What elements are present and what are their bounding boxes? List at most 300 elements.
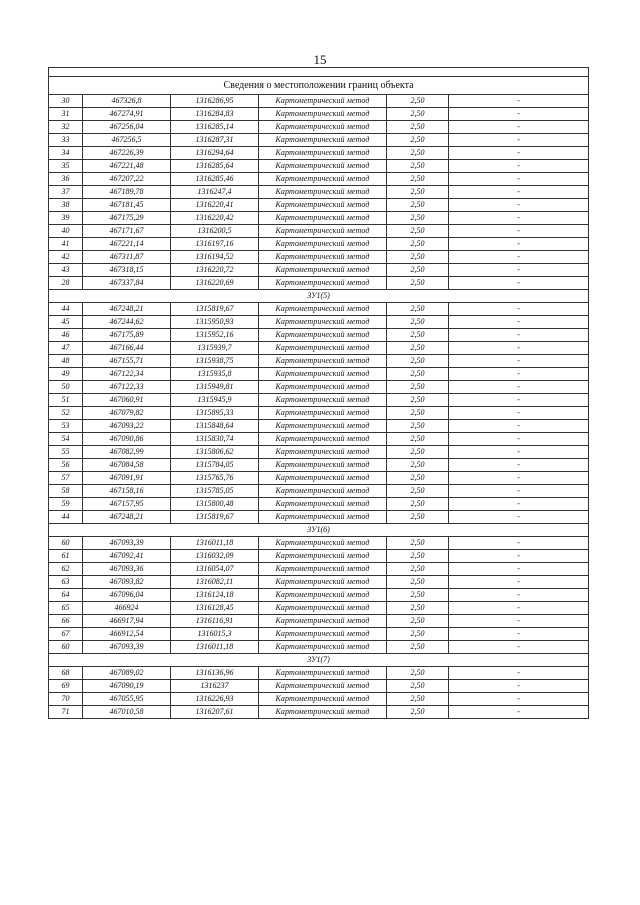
coordinate-y: 1316287,31 bbox=[171, 134, 259, 147]
description: - bbox=[449, 147, 589, 160]
table-row bbox=[49, 615, 589, 628]
accuracy: 2,50 bbox=[387, 212, 449, 225]
coordinate-x: 467207,22 bbox=[83, 173, 171, 186]
accuracy: 2,50 bbox=[387, 485, 449, 498]
coordinate-y: 1316194,52 bbox=[171, 251, 259, 264]
determination-method: Картометрический метод bbox=[259, 95, 387, 108]
coordinate-y: 1316200,5 bbox=[171, 225, 259, 238]
accuracy: 2,50 bbox=[387, 459, 449, 472]
coordinate-x: 467337,84 bbox=[83, 277, 171, 290]
determination-method: Картометрический метод bbox=[259, 186, 387, 199]
table-row bbox=[49, 485, 589, 498]
coordinate-x: 467311,87 bbox=[83, 251, 171, 264]
accuracy: 2,50 bbox=[387, 615, 449, 628]
description: - bbox=[449, 615, 589, 628]
coordinate-y: 1316197,16 bbox=[171, 238, 259, 251]
point-number: 66 bbox=[49, 615, 83, 628]
determination-method: Картометрический метод bbox=[259, 563, 387, 576]
description: - bbox=[449, 108, 589, 121]
table-row bbox=[49, 316, 589, 329]
coordinate-x: 467089,02 bbox=[83, 667, 171, 680]
determination-method: Картометрический метод bbox=[259, 355, 387, 368]
description: - bbox=[449, 121, 589, 134]
coordinate-x: 467175,29 bbox=[83, 212, 171, 225]
coordinate-x: 467158,16 bbox=[83, 485, 171, 498]
coordinate-y: 1316237 bbox=[171, 680, 259, 693]
table-row bbox=[49, 342, 589, 355]
table-row bbox=[49, 199, 589, 212]
description: - bbox=[449, 186, 589, 199]
point-number: 58 bbox=[49, 485, 83, 498]
determination-method: Картометрический метод bbox=[259, 381, 387, 394]
point-number: 35 bbox=[49, 160, 83, 173]
coordinate-y: 1316054,07 bbox=[171, 563, 259, 576]
table-row bbox=[49, 355, 589, 368]
table-row bbox=[49, 576, 589, 589]
table-row bbox=[49, 498, 589, 511]
description: - bbox=[449, 212, 589, 225]
determination-method: Картометрический метод bbox=[259, 121, 387, 134]
point-number: 44 bbox=[49, 303, 83, 316]
accuracy: 2,50 bbox=[387, 95, 449, 108]
accuracy: 2,50 bbox=[387, 108, 449, 121]
description: - bbox=[449, 381, 589, 394]
description: - bbox=[449, 303, 589, 316]
accuracy: 2,50 bbox=[387, 420, 449, 433]
coordinate-x: 467274,91 bbox=[83, 108, 171, 121]
point-number: 70 bbox=[49, 693, 83, 706]
coordinate-y: 1316285,14 bbox=[171, 121, 259, 134]
coordinate-y: 1315952,16 bbox=[171, 329, 259, 342]
table-row bbox=[49, 446, 589, 459]
accuracy: 2,50 bbox=[387, 173, 449, 186]
coordinate-y: 1316082,11 bbox=[171, 576, 259, 589]
coordinate-x: 467155,71 bbox=[83, 355, 171, 368]
coordinate-x: 467189,78 bbox=[83, 186, 171, 199]
coordinate-y: 1315945,9 bbox=[171, 394, 259, 407]
table-row bbox=[49, 589, 589, 602]
table-row bbox=[49, 680, 589, 693]
point-number: 55 bbox=[49, 446, 83, 459]
accuracy: 2,50 bbox=[387, 225, 449, 238]
coordinate-y: 1316136,96 bbox=[171, 667, 259, 680]
determination-method: Картометрический метод bbox=[259, 485, 387, 498]
determination-method: Картометрический метод bbox=[259, 667, 387, 680]
point-number: 49 bbox=[49, 368, 83, 381]
accuracy: 2,50 bbox=[387, 238, 449, 251]
table-row bbox=[49, 121, 589, 134]
coordinate-y: 1315765,76 bbox=[171, 472, 259, 485]
table-row bbox=[49, 563, 589, 576]
coordinate-x: 467166,44 bbox=[83, 342, 171, 355]
coordinate-x: 467093,39 bbox=[83, 537, 171, 550]
coordinate-y: 1316207,61 bbox=[171, 706, 259, 719]
point-number: 61 bbox=[49, 550, 83, 563]
description: - bbox=[449, 95, 589, 108]
table-row bbox=[49, 420, 589, 433]
accuracy: 2,50 bbox=[387, 537, 449, 550]
determination-method: Картометрический метод bbox=[259, 511, 387, 524]
coordinate-x: 466912,54 bbox=[83, 628, 171, 641]
table-row bbox=[49, 251, 589, 264]
accuracy: 2,50 bbox=[387, 160, 449, 173]
table-row bbox=[49, 706, 589, 719]
coordinate-y: 1315784,05 bbox=[171, 459, 259, 472]
determination-method: Картометрический метод bbox=[259, 537, 387, 550]
table-row bbox=[49, 225, 589, 238]
description: - bbox=[449, 342, 589, 355]
coordinate-x: 467090,86 bbox=[83, 433, 171, 446]
accuracy: 2,50 bbox=[387, 368, 449, 381]
description: - bbox=[449, 225, 589, 238]
point-number: 62 bbox=[49, 563, 83, 576]
accuracy: 2,50 bbox=[387, 433, 449, 446]
determination-method: Картометрический метод bbox=[259, 108, 387, 121]
accuracy: 2,50 bbox=[387, 602, 449, 615]
accuracy: 2,50 bbox=[387, 693, 449, 706]
accuracy: 2,50 bbox=[387, 199, 449, 212]
determination-method: Картометрический метод bbox=[259, 238, 387, 251]
point-number: 34 bbox=[49, 147, 83, 160]
point-number: 42 bbox=[49, 251, 83, 264]
coordinate-x: 467221,48 bbox=[83, 160, 171, 173]
coordinate-x: 467175,89 bbox=[83, 329, 171, 342]
point-number: 52 bbox=[49, 407, 83, 420]
accuracy: 2,50 bbox=[387, 511, 449, 524]
boundary-coordinates-table bbox=[48, 67, 589, 719]
determination-method: Картометрический метод bbox=[259, 433, 387, 446]
accuracy: 2,50 bbox=[387, 628, 449, 641]
accuracy: 2,50 bbox=[387, 251, 449, 264]
description: - bbox=[449, 550, 589, 563]
table-row bbox=[49, 186, 589, 199]
table-row bbox=[49, 433, 589, 446]
determination-method: Картометрический метод bbox=[259, 316, 387, 329]
accuracy: 2,50 bbox=[387, 680, 449, 693]
coordinate-y: 1315806,62 bbox=[171, 446, 259, 459]
point-number: 64 bbox=[49, 589, 83, 602]
coordinate-y: 1316220,42 bbox=[171, 212, 259, 225]
determination-method: Картометрический метод bbox=[259, 199, 387, 212]
description: - bbox=[449, 693, 589, 706]
coordinate-x: 467122,34 bbox=[83, 368, 171, 381]
coordinate-y: 1315938,75 bbox=[171, 355, 259, 368]
coordinate-y: 1315950,93 bbox=[171, 316, 259, 329]
table-row bbox=[49, 368, 589, 381]
description: - bbox=[449, 589, 589, 602]
accuracy: 2,50 bbox=[387, 355, 449, 368]
determination-method: Картометрический метод bbox=[259, 342, 387, 355]
determination-method: Картометрический метод bbox=[259, 550, 387, 563]
description: - bbox=[449, 238, 589, 251]
description: - bbox=[449, 680, 589, 693]
determination-method: Картометрический метод bbox=[259, 329, 387, 342]
accuracy: 2,50 bbox=[387, 563, 449, 576]
coordinate-y: 1316286,95 bbox=[171, 95, 259, 108]
accuracy: 2,50 bbox=[387, 550, 449, 563]
point-number: 43 bbox=[49, 264, 83, 277]
point-number: 39 bbox=[49, 212, 83, 225]
coordinate-y: 1316011,18 bbox=[171, 641, 259, 654]
coordinate-y: 1316285,46 bbox=[171, 173, 259, 186]
section-header-row bbox=[49, 290, 589, 303]
point-number: 30 bbox=[49, 95, 83, 108]
determination-method: Картометрический метод bbox=[259, 706, 387, 719]
coordinate-x: 467122,33 bbox=[83, 381, 171, 394]
coordinate-x: 466924 bbox=[83, 602, 171, 615]
coordinate-y: 1316015,3 bbox=[171, 628, 259, 641]
description: - bbox=[449, 667, 589, 680]
table-row bbox=[49, 303, 589, 316]
section-label: ЗУ1(5) bbox=[49, 290, 589, 303]
description: - bbox=[449, 368, 589, 381]
coordinate-y: 1315949,81 bbox=[171, 381, 259, 394]
point-number: 44 bbox=[49, 511, 83, 524]
coordinate-x: 467055,95 bbox=[83, 693, 171, 706]
description: - bbox=[449, 576, 589, 589]
description: - bbox=[449, 602, 589, 615]
point-number: 50 bbox=[49, 381, 83, 394]
description: - bbox=[449, 628, 589, 641]
description: - bbox=[449, 433, 589, 446]
table-row bbox=[49, 329, 589, 342]
accuracy: 2,50 bbox=[387, 589, 449, 602]
table-row bbox=[49, 511, 589, 524]
coordinate-x: 467256,04 bbox=[83, 121, 171, 134]
point-number: 63 bbox=[49, 576, 83, 589]
description: - bbox=[449, 394, 589, 407]
accuracy: 2,50 bbox=[387, 186, 449, 199]
coordinate-x: 467060,91 bbox=[83, 394, 171, 407]
coordinate-y: 1316285,64 bbox=[171, 160, 259, 173]
determination-method: Картометрический метод bbox=[259, 602, 387, 615]
accuracy: 2,50 bbox=[387, 303, 449, 316]
accuracy: 2,50 bbox=[387, 498, 449, 511]
determination-method: Картометрический метод bbox=[259, 212, 387, 225]
table-row bbox=[49, 238, 589, 251]
coordinate-y: 1315819,67 bbox=[171, 511, 259, 524]
coordinate-y: 1316220,41 bbox=[171, 199, 259, 212]
determination-method: Картометрический метод bbox=[259, 160, 387, 173]
determination-method: Картометрический метод bbox=[259, 641, 387, 654]
coordinate-y: 1316220,72 bbox=[171, 264, 259, 277]
point-number: 59 bbox=[49, 498, 83, 511]
determination-method: Картометрический метод bbox=[259, 628, 387, 641]
table-row bbox=[49, 602, 589, 615]
point-number: 67 bbox=[49, 628, 83, 641]
table-row bbox=[49, 459, 589, 472]
accuracy: 2,50 bbox=[387, 342, 449, 355]
coordinate-x: 467093,39 bbox=[83, 641, 171, 654]
accuracy: 2,50 bbox=[387, 706, 449, 719]
table-row bbox=[49, 667, 589, 680]
description: - bbox=[449, 264, 589, 277]
point-number: 57 bbox=[49, 472, 83, 485]
coordinate-x: 467221,14 bbox=[83, 238, 171, 251]
point-number: 32 bbox=[49, 121, 83, 134]
coordinate-x: 467091,91 bbox=[83, 472, 171, 485]
accuracy: 2,50 bbox=[387, 264, 449, 277]
accuracy: 2,50 bbox=[387, 641, 449, 654]
section-label: ЗУ1(7) bbox=[49, 654, 589, 667]
table-row bbox=[49, 628, 589, 641]
determination-method: Картометрический метод bbox=[259, 680, 387, 693]
determination-method: Картометрический метод bbox=[259, 615, 387, 628]
coordinate-x: 467090,19 bbox=[83, 680, 171, 693]
description: - bbox=[449, 199, 589, 212]
coordinate-y: 1316032,09 bbox=[171, 550, 259, 563]
point-number: 65 bbox=[49, 602, 83, 615]
description: - bbox=[449, 316, 589, 329]
determination-method: Картометрический метод bbox=[259, 472, 387, 485]
point-number: 71 bbox=[49, 706, 83, 719]
accuracy: 2,50 bbox=[387, 394, 449, 407]
accuracy: 2,50 bbox=[387, 576, 449, 589]
accuracy: 2,50 bbox=[387, 277, 449, 290]
accuracy: 2,50 bbox=[387, 381, 449, 394]
coordinate-y: 1316247,4 bbox=[171, 186, 259, 199]
coordinate-x: 467084,58 bbox=[83, 459, 171, 472]
coordinate-x: 467248,21 bbox=[83, 303, 171, 316]
coordinate-x: 467093,36 bbox=[83, 563, 171, 576]
determination-method: Картометрический метод bbox=[259, 173, 387, 186]
table-row bbox=[49, 264, 589, 277]
description: - bbox=[449, 251, 589, 264]
description: - bbox=[449, 472, 589, 485]
point-number: 37 bbox=[49, 186, 83, 199]
coordinate-y: 1315895,33 bbox=[171, 407, 259, 420]
coordinate-y: 1316284,83 bbox=[171, 108, 259, 121]
coordinate-x: 467010,58 bbox=[83, 706, 171, 719]
coordinate-y: 1315785,05 bbox=[171, 485, 259, 498]
description: - bbox=[449, 706, 589, 719]
determination-method: Картометрический метод bbox=[259, 459, 387, 472]
coordinate-x: 467093,22 bbox=[83, 420, 171, 433]
coordinate-y: 1316226,93 bbox=[171, 693, 259, 706]
table-row bbox=[49, 394, 589, 407]
table-title-row bbox=[49, 77, 589, 95]
determination-method: Картометрический метод bbox=[259, 693, 387, 706]
determination-method: Картометрический метод bbox=[259, 589, 387, 602]
point-number: 60 bbox=[49, 641, 83, 654]
accuracy: 2,50 bbox=[387, 472, 449, 485]
accuracy: 2,50 bbox=[387, 316, 449, 329]
coordinate-y: 1315800,48 bbox=[171, 498, 259, 511]
coordinate-x: 467181,45 bbox=[83, 199, 171, 212]
coordinate-x: 467093,82 bbox=[83, 576, 171, 589]
description: - bbox=[449, 329, 589, 342]
point-number: 48 bbox=[49, 355, 83, 368]
description: - bbox=[449, 537, 589, 550]
coordinate-x: 467082,99 bbox=[83, 446, 171, 459]
section-label: ЗУ1(6) bbox=[49, 524, 589, 537]
description: - bbox=[449, 420, 589, 433]
coordinate-y: 1315830,74 bbox=[171, 433, 259, 446]
point-number: 45 bbox=[49, 316, 83, 329]
table-top-spacer bbox=[49, 68, 589, 77]
determination-method: Картометрический метод bbox=[259, 225, 387, 238]
description: - bbox=[449, 160, 589, 173]
determination-method: Картометрический метод bbox=[259, 251, 387, 264]
accuracy: 2,50 bbox=[387, 446, 449, 459]
table-row bbox=[49, 108, 589, 121]
coordinate-x: 467079,82 bbox=[83, 407, 171, 420]
description: - bbox=[449, 277, 589, 290]
determination-method: Картометрический метод bbox=[259, 446, 387, 459]
table-row bbox=[49, 537, 589, 550]
coordinate-y: 1316128,45 bbox=[171, 602, 259, 615]
table-row bbox=[49, 212, 589, 225]
point-number: 33 bbox=[49, 134, 83, 147]
table-row bbox=[49, 160, 589, 173]
table-row bbox=[49, 147, 589, 160]
coordinate-x: 467256,5 bbox=[83, 134, 171, 147]
point-number: 68 bbox=[49, 667, 83, 680]
table-row bbox=[49, 641, 589, 654]
section-header-row bbox=[49, 524, 589, 537]
coordinate-x: 467092,41 bbox=[83, 550, 171, 563]
point-number: 40 bbox=[49, 225, 83, 238]
determination-method: Картометрический метод bbox=[259, 420, 387, 433]
description: - bbox=[449, 459, 589, 472]
accuracy: 2,50 bbox=[387, 329, 449, 342]
determination-method: Картометрический метод bbox=[259, 303, 387, 316]
determination-method: Картометрический метод bbox=[259, 134, 387, 147]
description: - bbox=[449, 511, 589, 524]
description: - bbox=[449, 563, 589, 576]
table-row bbox=[49, 550, 589, 563]
determination-method: Картометрический метод bbox=[259, 147, 387, 160]
point-number: 31 bbox=[49, 108, 83, 121]
point-number: 36 bbox=[49, 173, 83, 186]
point-number: 41 bbox=[49, 238, 83, 251]
table-row bbox=[49, 277, 589, 290]
point-number: 56 bbox=[49, 459, 83, 472]
description: - bbox=[449, 641, 589, 654]
coordinate-x: 466917,94 bbox=[83, 615, 171, 628]
coordinate-x: 467171,67 bbox=[83, 225, 171, 238]
table-row bbox=[49, 173, 589, 186]
coordinate-y: 1316116,91 bbox=[171, 615, 259, 628]
coordinate-y: 1315939,7 bbox=[171, 342, 259, 355]
coordinate-y: 1316220,69 bbox=[171, 277, 259, 290]
point-number: 28 bbox=[49, 277, 83, 290]
point-number: 53 bbox=[49, 420, 83, 433]
description: - bbox=[449, 173, 589, 186]
coordinate-y: 1316124,18 bbox=[171, 589, 259, 602]
table-body bbox=[49, 68, 589, 719]
table-row bbox=[49, 95, 589, 108]
accuracy: 2,50 bbox=[387, 121, 449, 134]
coordinate-x: 467248,21 bbox=[83, 511, 171, 524]
description: - bbox=[449, 407, 589, 420]
accuracy: 2,50 bbox=[387, 407, 449, 420]
coordinate-y: 1316294,64 bbox=[171, 147, 259, 160]
point-number: 69 bbox=[49, 680, 83, 693]
description: - bbox=[449, 446, 589, 459]
point-number: 54 bbox=[49, 433, 83, 446]
point-number: 46 bbox=[49, 329, 83, 342]
coordinate-x: 467157,95 bbox=[83, 498, 171, 511]
determination-method: Картометрический метод bbox=[259, 368, 387, 381]
description: - bbox=[449, 134, 589, 147]
coordinate-y: 1315935,8 bbox=[171, 368, 259, 381]
coordinate-x: 467096,04 bbox=[83, 589, 171, 602]
table-row bbox=[49, 407, 589, 420]
table-row bbox=[49, 472, 589, 485]
table-title: Сведения о местоположении границ объекта bbox=[49, 77, 589, 95]
table-row bbox=[49, 693, 589, 706]
